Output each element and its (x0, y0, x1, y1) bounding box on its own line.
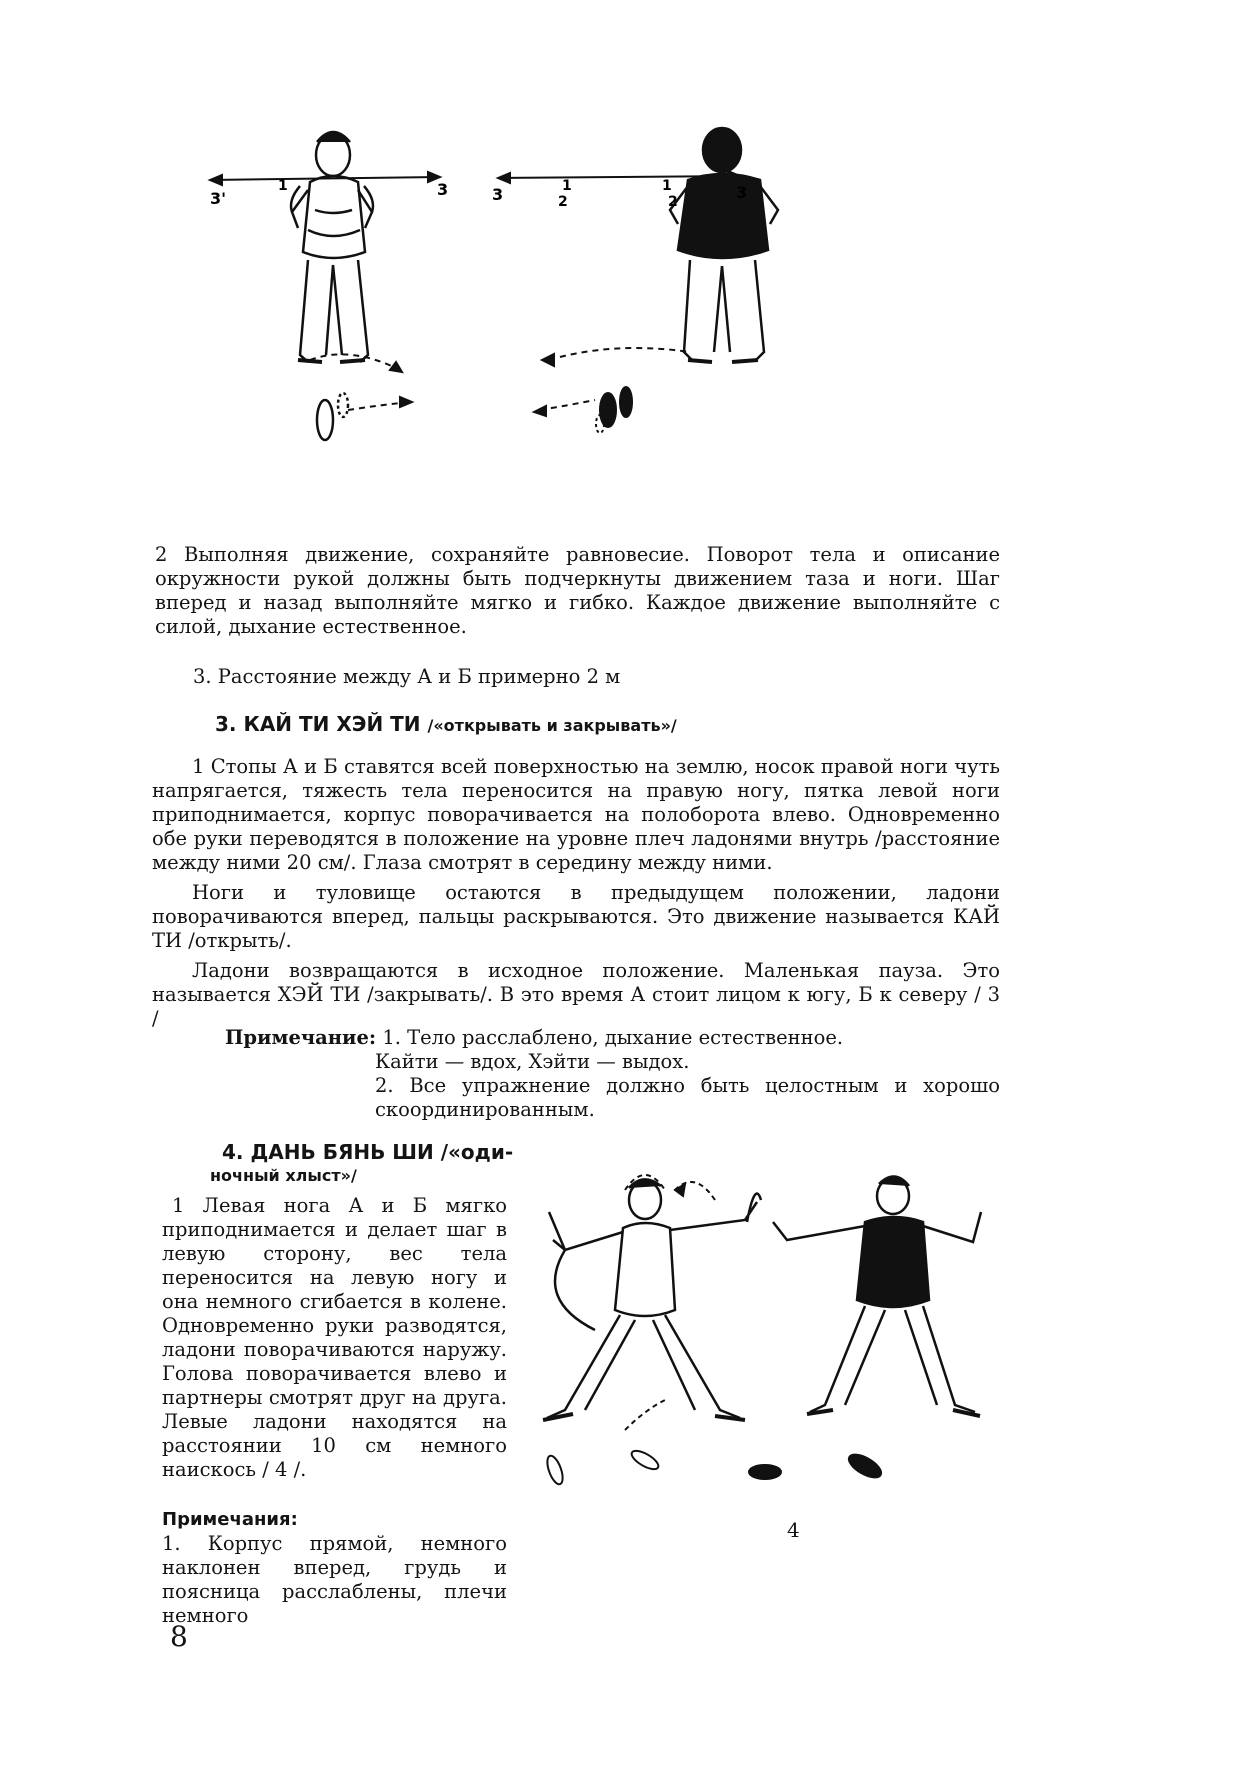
figure-top-left-marker-mid: 1 (278, 178, 288, 194)
figure-top-right-marker-far-right: 3 (736, 183, 748, 202)
section-3-title: 3. КАЙ ТИ ХЭЙ ТИ (215, 712, 421, 736)
section-4-heading (210, 1140, 530, 1188)
figure-4-illustration (525, 1160, 1025, 1500)
section-3-note-label: Примечание: (225, 1026, 377, 1049)
page-number: 8 (170, 1620, 188, 1653)
section-3-note-line-1 (225, 1026, 1000, 1050)
note-2-paragraph: 2 Выполняя движение, сохраняйте равновесие. Поворот тела и описание окружности рукой должны быть подчеркнуты движением таза и ноги. Шаг вперед и назад выполняйте мягко и гибко. Каждое движение выполняйте с силой, дыхание естественное. (155, 543, 1000, 638)
section-4-notes (162, 1508, 507, 1628)
section-3-note-item-1: 1. Тело расслаблено, дыхание естественное. (382, 1026, 844, 1049)
section-3-heading (215, 712, 915, 736)
section-3-body (152, 755, 1000, 1031)
section-3-note-line-2: Кайти — вдох, Хэйти — выдох. (375, 1050, 690, 1073)
section-3-paragraph-2: Ноги и туловище остаются в предыдущем положении, ладони поворачиваются вперед, пальцы раскрываются. Это движение называется КАЙ ТИ /открыть/. (152, 881, 1000, 952)
figure-4-left-person (543, 1179, 761, 1420)
figure-4-right-person (773, 1176, 981, 1416)
section-3-subtitle: /«открывать и закрывать»/ (427, 716, 677, 735)
figure-top-right-marker-mid-left-bottom: 2 (558, 194, 568, 210)
section-3-note (225, 1026, 1000, 1122)
figure-top-illustration (200, 120, 880, 510)
note-3-paragraph: 3. Расстояние между А и Б примерно 2 м (193, 665, 621, 688)
figure-top-right-person (670, 128, 778, 362)
section-4-paragraph-1: 1 Левая нога А и Б мягко приподнимается и делает шаг в левую сторону, вес тела переносится на левую ногу и она немного сгибается в колене. Одновременно руки разводятся, ладони поворачиваются наружу. Голова поворачивается влево и партнеры смотрят друг на друга. Левые ладони находятся на расстоянии 10 см немного наискось / 4 /. (162, 1194, 507, 1481)
figure-4-footprints (544, 1447, 884, 1486)
figure-4-label: 4 (787, 1518, 800, 1542)
section-4-notes-label: Примечания: (162, 1509, 298, 1530)
section-3-paragraph-1: 1 Стопы А и Б ставятся всей поверхностью на землю, носок правой ноги чуть напрягается, тяжесть тела переносится на правую ногу, пятка левой ноги приподнимается, корпус поворачивается на полоборота влево. Одновременно обе руки переводятся в положение на уровне плеч ладонями внутрь /расстояние между ними 20 см/. Глаза смотрят в середину между ними. (152, 755, 1000, 874)
section-4-title-line-2: ночный хлыст»/ (210, 1166, 357, 1185)
section-3-note-item-2: 2. Все упражнение должно быть целостным и хорошо скоординированным. (375, 1074, 1000, 1121)
figure-top-left-marker-right: 3 (437, 180, 449, 199)
section-4-title-line-1: 4. ДАНЬ БЯНЬ ШИ /«оди- (222, 1140, 514, 1164)
figure-top-right-marker-mid-right-top: 1 (662, 178, 672, 194)
figure-top-right-marker-mid-left-top: 1 (562, 178, 572, 194)
figure-top-left-footprints (317, 393, 348, 440)
section-3-paragraph-3: Ладони возвращаются в исходное положение. Маленькая пауза. Это называется ХЭЙ ТИ /закрывать/. В это время А стоит лицом к югу, Б к северу / 3 / (152, 959, 1000, 1030)
figure-top-right-marker-far-left: 3 (492, 185, 504, 204)
figure-top-right-footprints (596, 387, 632, 433)
figure-top-left-person (291, 132, 373, 362)
figure-top-left-marker-left: 3' (210, 189, 227, 208)
figure-top-right-marker-mid-right-bottom: 2 (668, 194, 678, 210)
section-4-notes-item-1: 1. Корпус прямой, немного наклонен вперед, грудь и поясница расслаблены, плечи немного (162, 1532, 507, 1627)
